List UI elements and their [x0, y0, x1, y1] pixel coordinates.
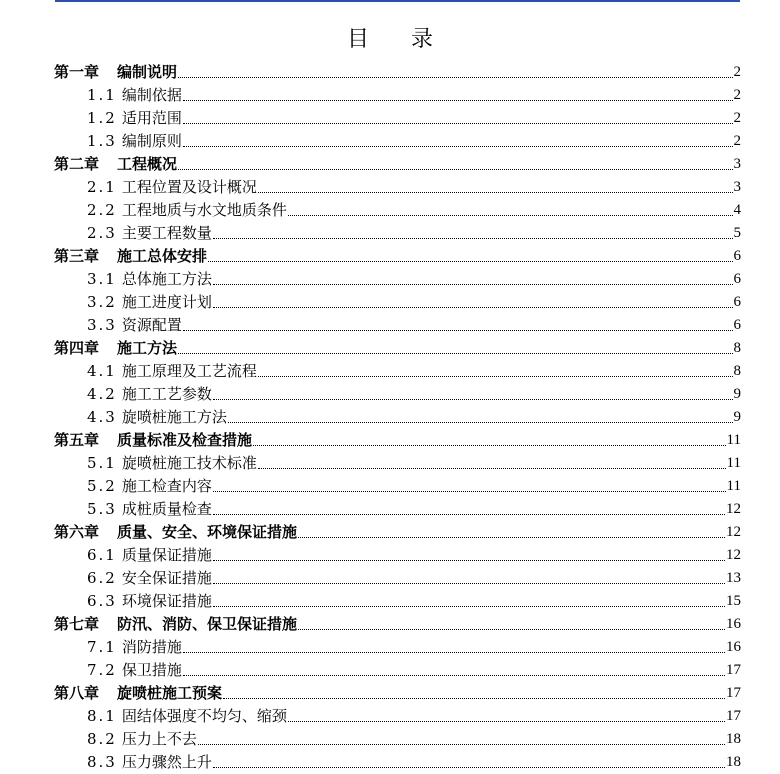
- page-number: 9: [733, 386, 741, 402]
- section-number: 6.1: [87, 546, 117, 564]
- dot-leader: [208, 261, 732, 262]
- toc-section-entry[interactable]: [54, 383, 741, 406]
- toc-chapter-entry[interactable]: [54, 521, 741, 544]
- section-title: 适用范围: [121, 109, 182, 127]
- page-number: 6: [733, 317, 741, 333]
- page-number: 12: [726, 524, 741, 540]
- dot-leader: [288, 215, 733, 216]
- dot-leader: [228, 422, 733, 423]
- toc-section-entry[interactable]: [54, 452, 741, 475]
- dot-leader: [183, 146, 733, 147]
- toc-entry-label: [87, 360, 257, 383]
- page-number: 2: [733, 133, 741, 149]
- dot-leader: [178, 353, 732, 354]
- toc-entry-label: [87, 636, 182, 659]
- page-title-part2: 录: [411, 27, 434, 52]
- toc-entry-label: [54, 153, 177, 176]
- section-title: 资源配置: [121, 316, 182, 334]
- toc-entry-label: [87, 383, 212, 406]
- page-number: 2: [733, 110, 741, 126]
- section-number: 3.2: [87, 293, 117, 311]
- toc-entry-label: [54, 337, 177, 360]
- toc-section-entry[interactable]: [54, 475, 741, 498]
- header-rule: [55, 0, 740, 2]
- page-number: 18: [726, 731, 741, 747]
- section-title: 主要工程数量: [121, 224, 212, 242]
- dot-leader: [213, 284, 733, 285]
- chapter-title: 施工方法: [117, 339, 178, 357]
- section-number: 8.3: [87, 753, 117, 771]
- toc-section-entry[interactable]: [54, 567, 741, 590]
- toc-entry-label: [87, 544, 212, 567]
- chapter-number: 第四章: [54, 339, 100, 357]
- section-title: 施工原理及工艺流程: [121, 362, 257, 380]
- section-title: 总体施工方法: [121, 270, 212, 288]
- dot-leader: [258, 468, 726, 469]
- toc-entry-label: [87, 475, 212, 498]
- toc-section-entry[interactable]: [54, 176, 741, 199]
- section-title: 保卫措施: [121, 661, 182, 679]
- section-number: 8.1: [87, 707, 117, 725]
- toc-section-entry[interactable]: [54, 705, 741, 728]
- toc-entry-label: [87, 728, 197, 751]
- section-number: 1.1: [87, 86, 117, 104]
- chapter-title: 防汛、消防、保卫保证措施: [117, 615, 298, 633]
- dot-leader: [213, 238, 733, 239]
- page-number: 5: [733, 225, 741, 241]
- toc-section-entry[interactable]: [54, 199, 741, 222]
- page-number: 6: [733, 271, 741, 287]
- section-number: 6.2: [87, 569, 117, 587]
- toc-section-entry[interactable]: [54, 498, 741, 521]
- dot-leader: [213, 399, 733, 400]
- chapter-number: 第七章: [54, 615, 100, 633]
- section-number: 4.1: [87, 362, 117, 380]
- toc-entry-label: [87, 452, 257, 475]
- chapter-title: 编制说明: [117, 63, 178, 81]
- dot-leader: [213, 307, 733, 308]
- section-number: 6.3: [87, 592, 117, 610]
- section-number: 7.1: [87, 638, 117, 656]
- section-title: 质量保证措施: [121, 546, 212, 564]
- dot-leader: [183, 330, 733, 331]
- section-title: 固结体强度不均匀、缩颈: [121, 707, 287, 725]
- dot-leader: [258, 376, 733, 377]
- toc-section-entry[interactable]: [54, 406, 741, 429]
- page-number: 11: [726, 432, 741, 448]
- page-number: 18: [726, 754, 741, 770]
- section-number: 5.2: [87, 477, 117, 495]
- page-number: 2: [733, 64, 741, 80]
- page-number: 16: [726, 639, 741, 655]
- toc-entry-label: [87, 659, 182, 682]
- section-title: 工程位置及设计概况: [121, 178, 257, 196]
- section-number: 5.1: [87, 454, 117, 472]
- toc-entry-label: [54, 429, 252, 452]
- page-number: 11: [726, 455, 741, 471]
- section-title: 旋喷桩施工方法: [121, 408, 227, 426]
- toc-entry-label: [54, 613, 297, 636]
- toc-chapter-entry[interactable]: [54, 337, 741, 360]
- toc-entry-label: [87, 130, 182, 153]
- chapter-number: 第五章: [54, 431, 100, 449]
- chapter-number: 第八章: [54, 684, 100, 702]
- section-number: 4.3: [87, 408, 117, 426]
- toc-entry-label: [87, 406, 227, 429]
- toc-section-entry[interactable]: [54, 84, 741, 107]
- dot-leader: [183, 123, 733, 124]
- dot-leader: [213, 560, 725, 561]
- section-title: 压力骤然上升: [121, 753, 212, 771]
- page-number: 6: [733, 294, 741, 310]
- section-title: 编制原则: [121, 132, 182, 150]
- section-number: 2.2: [87, 201, 117, 219]
- toc-chapter-entry[interactable]: [54, 153, 741, 176]
- dot-leader: [183, 652, 725, 653]
- dot-leader: [178, 77, 732, 78]
- toc-section-entry[interactable]: [54, 222, 741, 245]
- page-number: 12: [726, 547, 741, 563]
- toc-entry-label: [54, 682, 222, 705]
- toc-entry-label: [54, 245, 207, 268]
- chapter-title: 工程概况: [117, 155, 178, 173]
- section-number: 2.1: [87, 178, 117, 196]
- toc-section-entry[interactable]: [54, 268, 741, 291]
- toc-entry-label: [87, 751, 212, 774]
- section-title: 施工检查内容: [121, 477, 212, 495]
- section-number: 1.2: [87, 109, 117, 127]
- section-number: 8.2: [87, 730, 117, 748]
- page-number: 15: [726, 593, 741, 609]
- page-number: 3: [733, 179, 741, 195]
- chapter-title: 质量标准及检查措施: [117, 431, 253, 449]
- section-number: 3.3: [87, 316, 117, 334]
- chapter-title: 旋喷桩施工预案: [117, 684, 223, 702]
- section-title: 工程地质与水文地质条件: [121, 201, 287, 219]
- toc-entry-label: [87, 590, 212, 613]
- section-title: 安全保证措施: [121, 569, 212, 587]
- dot-leader: [213, 767, 725, 768]
- section-title: 旋喷桩施工技术标准: [121, 454, 257, 472]
- page-title-part1: 目: [346, 27, 369, 52]
- chapter-number: 第一章: [54, 63, 100, 81]
- toc-section-entry[interactable]: [54, 636, 741, 659]
- dot-leader: [178, 169, 732, 170]
- dot-leader: [183, 100, 733, 101]
- toc-chapter-entry[interactable]: [54, 429, 741, 452]
- dot-leader: [213, 491, 726, 492]
- page-number: 17: [726, 662, 741, 678]
- toc-entry-label: [87, 314, 182, 337]
- toc-entry-label: [87, 498, 212, 521]
- dot-leader: [198, 744, 725, 745]
- chapter-number: 第六章: [54, 523, 100, 541]
- toc-entry-label: [87, 291, 212, 314]
- toc-section-entry[interactable]: [54, 314, 741, 337]
- page-title: [0, 22, 780, 53]
- toc-entry-label: [87, 107, 182, 130]
- page-number: 11: [726, 478, 741, 494]
- dot-leader: [213, 606, 725, 607]
- toc-entry-label: [87, 268, 212, 291]
- toc-section-entry[interactable]: [54, 659, 741, 682]
- toc-chapter-entry[interactable]: [54, 613, 741, 636]
- page-number: 6: [733, 248, 741, 264]
- dot-leader: [258, 192, 733, 193]
- section-number: 3.1: [87, 270, 117, 288]
- section-number: 7.2: [87, 661, 117, 679]
- dot-leader: [223, 698, 725, 699]
- dot-leader: [253, 445, 726, 446]
- toc-entry-label: [54, 521, 297, 544]
- section-number: 1.3: [87, 132, 117, 150]
- toc-chapter-entry[interactable]: [54, 61, 741, 84]
- toc-section-entry[interactable]: [54, 544, 741, 567]
- toc-entry-label: [87, 176, 257, 199]
- chapter-title: 质量、安全、环境保证措施: [117, 523, 298, 541]
- page-number: 13: [726, 570, 741, 586]
- toc-section-entry[interactable]: [54, 728, 741, 751]
- section-number: 5.3: [87, 500, 117, 518]
- toc-chapter-entry[interactable]: [54, 245, 741, 268]
- section-title: 压力上不去: [121, 730, 197, 748]
- page-number: 12: [726, 501, 741, 517]
- table-of-contents: [54, 61, 741, 774]
- toc-chapter-entry[interactable]: [54, 682, 741, 705]
- toc-entry-label: [87, 199, 287, 222]
- toc-section-entry[interactable]: [54, 291, 741, 314]
- section-title: 成桩质量检查: [121, 500, 212, 518]
- page-number: 2: [733, 87, 741, 103]
- page-number: 8: [733, 340, 741, 356]
- toc-entry-label: [87, 84, 182, 107]
- page-number: 3: [733, 156, 741, 172]
- section-title: 编制依据: [121, 86, 182, 104]
- dot-leader: [213, 514, 725, 515]
- section-title: 施工进度计划: [121, 293, 212, 311]
- page-number: 17: [726, 685, 741, 701]
- chapter-number: 第三章: [54, 247, 100, 265]
- toc-section-entry[interactable]: [54, 130, 741, 153]
- dot-leader: [213, 583, 725, 584]
- toc-section-entry[interactable]: [54, 107, 741, 130]
- page-number: 9: [733, 409, 741, 425]
- dot-leader: [183, 675, 725, 676]
- page-number: 17: [726, 708, 741, 724]
- section-number: 2.3: [87, 224, 117, 242]
- section-title: 消防措施: [121, 638, 182, 656]
- section-title: 施工工艺参数: [121, 385, 212, 403]
- toc-entry-label: [87, 567, 212, 590]
- chapter-number: 第二章: [54, 155, 100, 173]
- dot-leader: [298, 629, 725, 630]
- page-number: 4: [733, 202, 741, 218]
- toc-entry-label: [54, 61, 177, 84]
- chapter-title: 施工总体安排: [117, 247, 208, 265]
- section-number: 4.2: [87, 385, 117, 403]
- toc-entry-label: [87, 222, 212, 245]
- toc-entry-label: [87, 705, 287, 728]
- section-title: 环境保证措施: [121, 592, 212, 610]
- page-number: 8: [733, 363, 741, 379]
- dot-leader: [298, 537, 725, 538]
- page-number: 16: [726, 616, 741, 632]
- dot-leader: [288, 721, 725, 722]
- toc-section-entry[interactable]: [54, 360, 741, 383]
- toc-section-entry[interactable]: [54, 590, 741, 613]
- toc-section-entry[interactable]: [54, 751, 741, 774]
